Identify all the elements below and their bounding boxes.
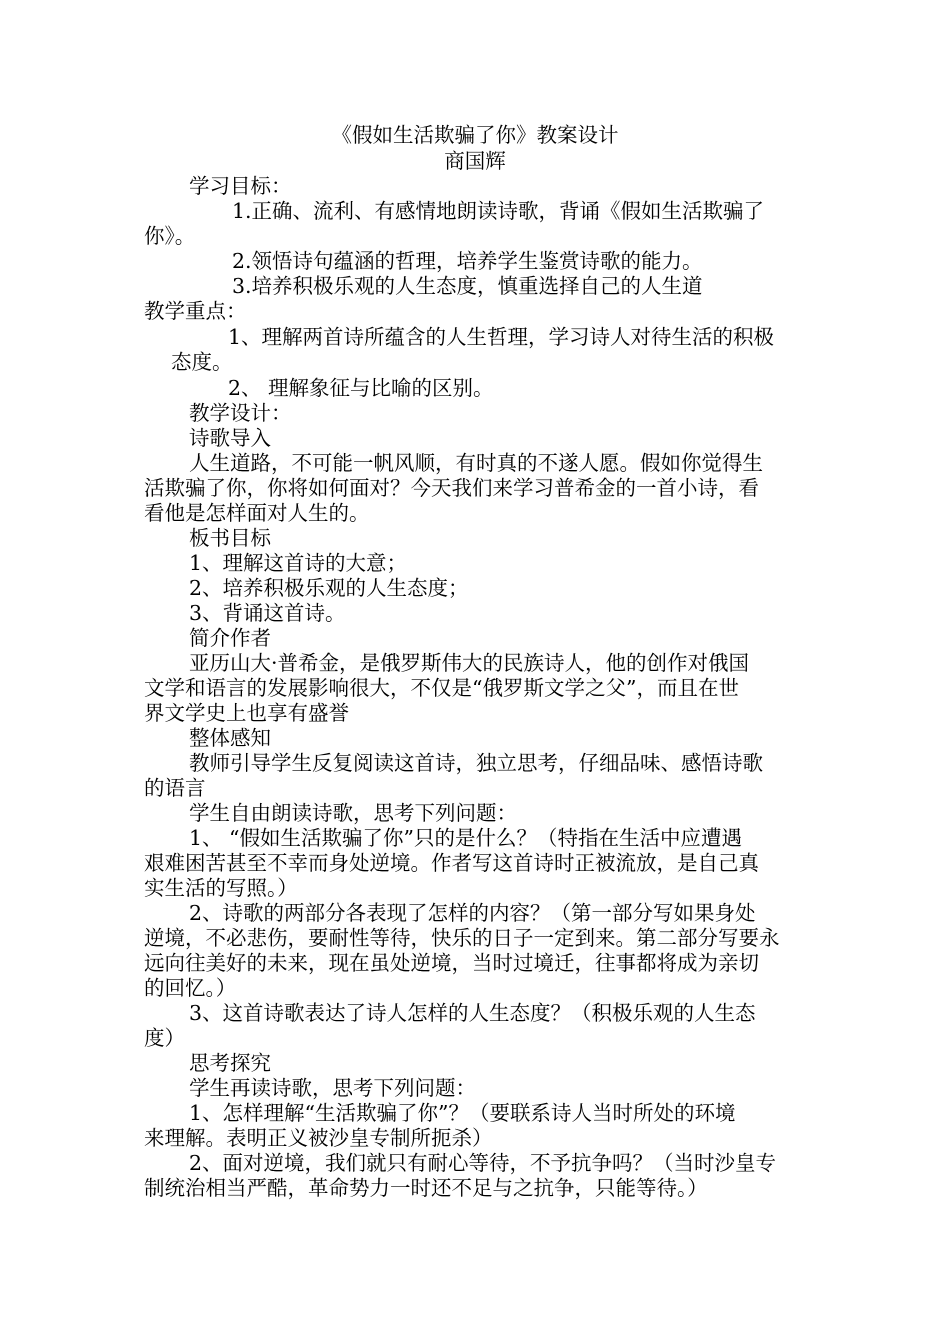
body-line: 学生自由朗读诗歌，思考下列问题：	[189, 801, 517, 825]
body-line: 3、这首诗歌表达了诗人怎样的人生态度？（积极乐观的人生态	[189, 1001, 756, 1025]
section-heading: 教学设计：	[189, 401, 292, 425]
body-line: 亚历山大·普希金，是俄罗斯伟大的民族诗人，他的创作对俄国	[189, 651, 750, 675]
body-line: 来理解。表明正义被沙皇专制所扼杀）	[144, 1126, 493, 1150]
section-heading: 诗歌导入	[189, 426, 271, 450]
section-heading: 学习目标：	[189, 174, 292, 198]
list-item: 2、培养积极乐观的人生态度；	[189, 576, 469, 600]
body-line: 2、诗歌的两部分各表现了怎样的内容？（第一部分写如果身处	[189, 901, 756, 925]
body-line: 制统治相当严酷，革命势力一时还不足与之抗争，只能等待。）	[144, 1176, 708, 1200]
document-title: 《假如生活欺骗了你》教案设计	[331, 123, 619, 147]
body-line: 看他是怎样面对人生的。	[144, 501, 370, 525]
body-line: 1、怎样理解“生活欺骗了你”？（要联系诗人当时所处的环境	[189, 1101, 736, 1125]
section-heading: 教学重点：	[144, 299, 247, 323]
body-line: 的回忆。）	[144, 976, 237, 1000]
list-item: 1、理解这首诗的大意；	[189, 551, 408, 575]
section-heading: 简介作者	[189, 626, 271, 650]
body-line: 文学和语言的发展影响很大，不仅是“俄罗斯文学之父”，而且在世	[144, 676, 739, 700]
body-line: 人生道路，不可能一帆风顺，有时真的不遂人愿。假如你觉得生	[189, 451, 763, 475]
body-line: 度）	[144, 1026, 185, 1050]
body-line: 1.正确、流利、有感情地朗读诗歌，背诵《假如生活欺骗了	[232, 199, 765, 223]
document-author: 商国辉	[444, 149, 506, 173]
body-line: 逆境，不必悲伤，要耐性等待，快乐的日子一定到来。第二部分写要永	[144, 926, 780, 950]
body-line: 1、 “假如生活欺骗了你”只的是什么？（特指在生活中应遭遇	[189, 826, 743, 850]
body-line: 界文学史上也享有盛誉	[144, 701, 349, 725]
section-heading: 整体感知	[189, 726, 271, 750]
body-line: 2、面对逆境，我们就只有耐心等待，不予抗争吗？（当时沙皇专	[189, 1151, 777, 1175]
body-line: 的语言	[144, 776, 206, 800]
body-line: 1、理解两首诗所蕴含的人生哲理，学习诗人对待生活的积极	[228, 325, 775, 349]
body-line: 实生活的写照。）	[144, 876, 298, 900]
body-line: 3.培养积极乐观的人生态度，慎重选择自己的人生道	[232, 274, 703, 298]
body-line: 教师引导学生反复阅读这首诗，独立思考，仔细品味、感悟诗歌	[189, 751, 763, 775]
body-line: 2.领悟诗句蕴涵的哲理，培养学生鉴赏诗歌的能力。	[232, 249, 703, 273]
body-line: 远向往美好的未来，现在虽处逆境，当时过境迁，往事都将成为亲切	[144, 951, 759, 975]
body-line: 你》。	[144, 224, 196, 248]
body-line: 2、 理解象征与比喻的区别。	[228, 376, 494, 400]
list-item: 3、背诵这首诗。	[189, 601, 346, 625]
body-line: 学生再读诗歌，思考下列问题：	[189, 1076, 476, 1100]
body-line: 活欺骗了你，你将如何面对？今天我们来学习普希金的一首小诗，看	[144, 476, 759, 500]
section-heading: 思考探究	[189, 1051, 271, 1075]
section-heading: 板书目标	[189, 526, 271, 550]
body-line: 态度。	[171, 350, 233, 374]
body-line: 艰难困苦甚至不幸而身处逆境。作者写这首诗时正被流放，是自己真	[144, 851, 759, 875]
